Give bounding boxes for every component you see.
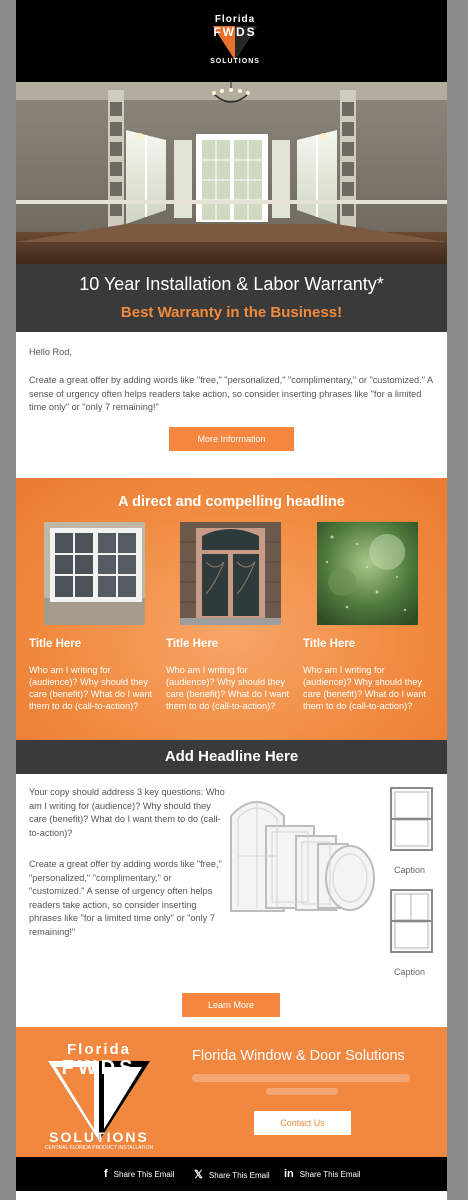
logo-mid-text: FWDS bbox=[213, 25, 257, 39]
rain-photo bbox=[317, 522, 418, 625]
brand-logo[interactable] bbox=[199, 14, 271, 72]
email-container bbox=[16, 0, 447, 1200]
footer bbox=[16, 1027, 447, 1157]
intro-body-text: Create a great offer by adding words like "free," "personalized," "complimentary," or "customized." A sense of urgency often helps readers take action, so consider inserting phrases like "for a limited time only" or "only 7 remaining!" bbox=[29, 375, 433, 412]
social-bar bbox=[16, 1157, 447, 1191]
linkedin-icon: in bbox=[284, 1168, 294, 1180]
share-x-label: Share This Email bbox=[208, 1171, 270, 1180]
room-photo bbox=[16, 82, 447, 264]
card-text-2: Who am I writing for (audience)? Why should they care (benefit)? What do I want them to do (call-to-action)? bbox=[166, 665, 290, 711]
footer-address-blurred bbox=[192, 1074, 410, 1082]
share-x[interactable] bbox=[194, 1168, 270, 1181]
logo-top-text: Florida bbox=[214, 14, 256, 25]
section2-headline: Add Headline Here bbox=[164, 748, 299, 765]
door-photo bbox=[180, 522, 281, 625]
footer-phone-blurred bbox=[266, 1088, 338, 1095]
warranty-banner bbox=[16, 264, 447, 332]
double-hung-window-icon bbox=[389, 888, 434, 954]
window-photo bbox=[44, 522, 145, 625]
share-facebook-label: Share This Email bbox=[113, 1170, 175, 1179]
card-image-window[interactable] bbox=[44, 522, 145, 625]
caption-1: Caption bbox=[394, 865, 426, 875]
learn-more-button[interactable]: Learn More bbox=[182, 993, 280, 1017]
caption-image-1 bbox=[389, 786, 434, 852]
card-image-door[interactable] bbox=[180, 522, 281, 625]
caption-2: Caption bbox=[394, 967, 426, 977]
facebook-icon: f bbox=[104, 1168, 108, 1180]
more-information-button[interactable]: More Information bbox=[169, 427, 294, 451]
footer-logo-tag: CENTRAL FLORIDA PRODUCT INSTALLATION bbox=[44, 1145, 154, 1151]
footer-company-name: Florida Window & Door Solutions bbox=[192, 1048, 405, 1064]
windows-collage-image bbox=[226, 786, 388, 916]
windows-product-photo bbox=[226, 786, 388, 916]
share-linkedin-label: Share This Email bbox=[299, 1170, 361, 1179]
warranty-subtitle: Best Warranty in the Business! bbox=[120, 304, 343, 321]
contact-us-button[interactable]: Contact Us bbox=[254, 1111, 351, 1135]
section2-header bbox=[16, 740, 447, 774]
share-facebook[interactable] bbox=[104, 1168, 174, 1180]
warranty-title: 10 Year Installation & Labor Warranty* bbox=[79, 274, 384, 294]
footer-logo[interactable] bbox=[28, 1041, 170, 1153]
features-headline: A direct and compelling headline bbox=[118, 494, 345, 510]
card-text-1: Who am I writing for (audience)? Why should they care (benefit)? What do I want them to do (call-to-action)? bbox=[29, 665, 153, 711]
section2-para1: Your copy should address 3 key questions: Who am I writing for (audience)? Why should they care (benefit)? What do I want them to do (call-to-action)? bbox=[29, 787, 225, 838]
hero-image bbox=[16, 82, 447, 264]
caption-image-2 bbox=[389, 888, 434, 954]
single-hung-window-icon bbox=[389, 786, 434, 852]
card-title-3: Title Here bbox=[303, 638, 356, 650]
card-image-rain[interactable] bbox=[317, 522, 418, 625]
card-title-2: Title Here bbox=[166, 638, 219, 650]
footer-logo-top: Florida bbox=[66, 1041, 131, 1058]
email-header bbox=[16, 0, 447, 82]
card-text-3: Who am I writing for (audience)? Why should they care (benefit)? What do I want them to do (call-to-action)? bbox=[303, 665, 427, 711]
section2-para2: Create a great offer by adding words like "free," "personalized," "complimentary," or "customized." A sense of urgency often helps readers take action, so consider inserting phrases like "for a limited time only" or "only 7 remaining!" bbox=[29, 859, 222, 937]
footer-logo-bottom: SOLUTIONS bbox=[49, 1129, 149, 1145]
footer-logo-mid: FWDS bbox=[61, 1057, 137, 1079]
share-linkedin[interactable] bbox=[284, 1168, 361, 1180]
features-section bbox=[16, 478, 447, 740]
card-title-1: Title Here bbox=[29, 638, 82, 650]
greeting-text: Hello Rod, bbox=[29, 347, 72, 357]
logo-bottom-text: SOLUTIONS bbox=[210, 58, 260, 65]
x-icon: 𝕏 bbox=[194, 1169, 203, 1181]
